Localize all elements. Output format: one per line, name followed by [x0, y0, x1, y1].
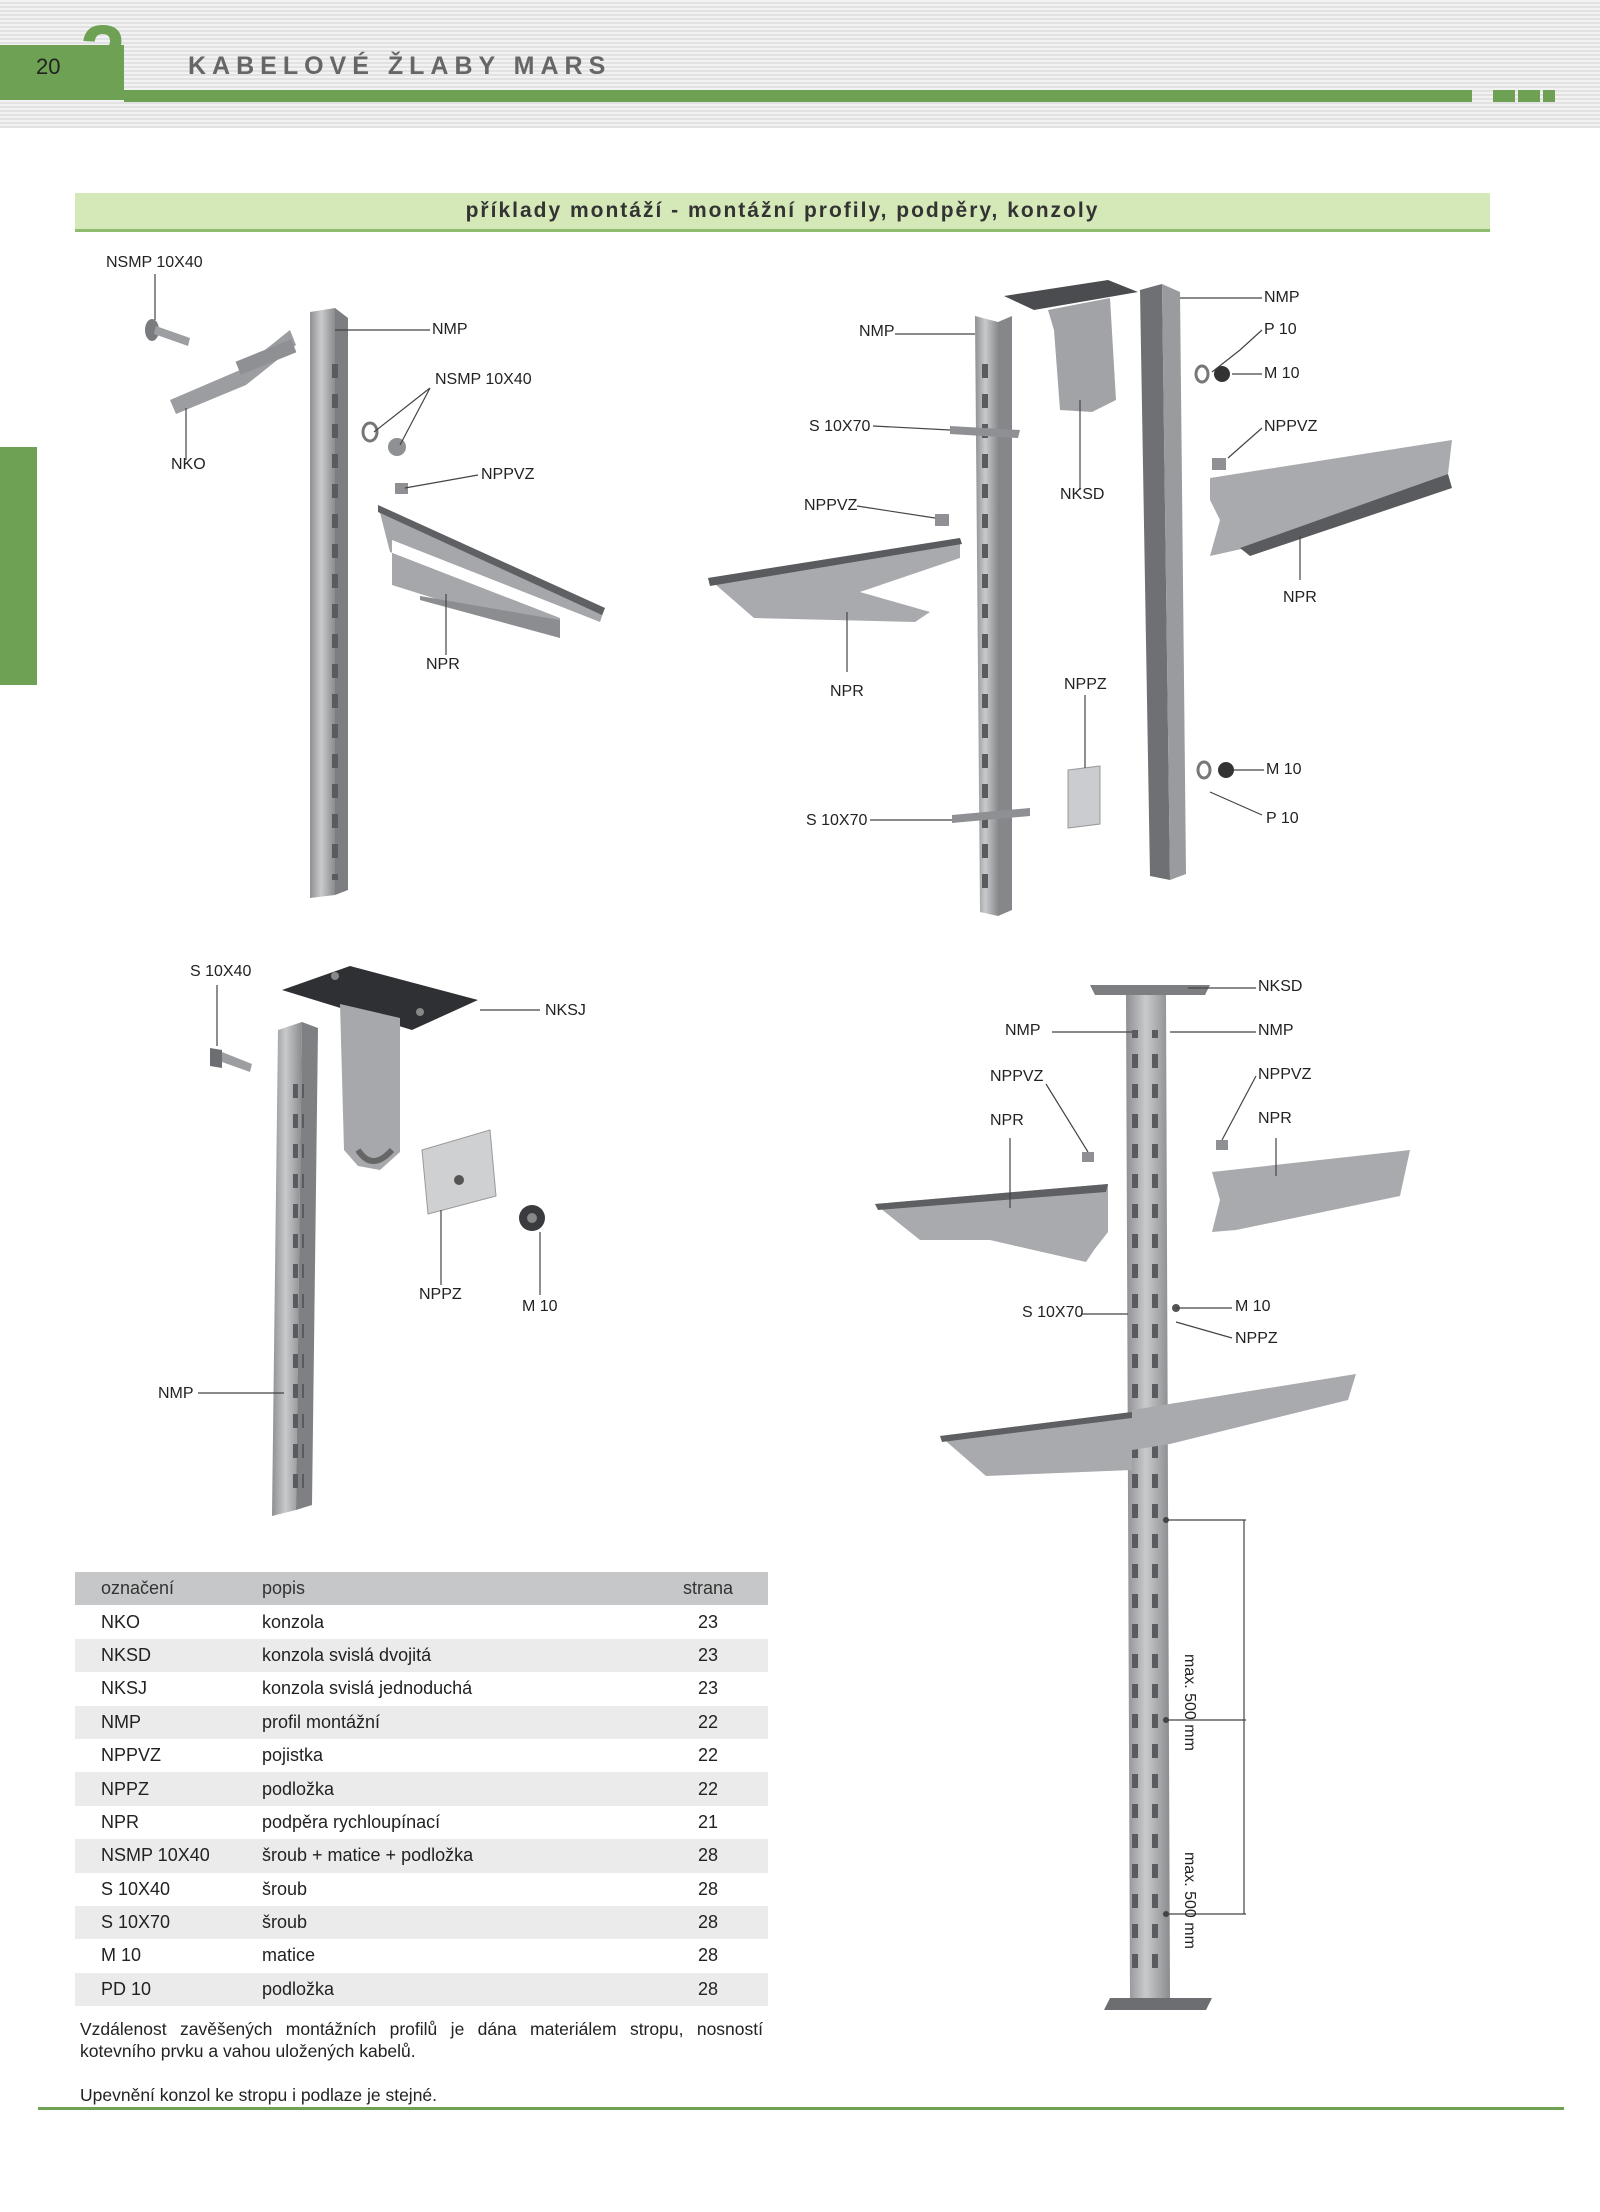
npr-upper-right [1212, 1150, 1410, 1232]
nmp-profile-slots [293, 1070, 304, 1490]
cell-page: 28 [648, 1873, 768, 1906]
cell-page: 28 [648, 1906, 768, 1939]
label-d2-npr-right: NPR [1283, 589, 1317, 606]
label-d2-nppz: NPPZ [1064, 676, 1107, 693]
cell-code: NKSJ [75, 1672, 236, 1705]
cell-desc: konzola [236, 1605, 648, 1638]
cell-page: 23 [648, 1605, 768, 1638]
header-popis: popis [236, 1572, 648, 1605]
table-row [75, 1706, 768, 1739]
cell-code: NPPZ [75, 1772, 236, 1805]
label-d4-nppz: NPPZ [1235, 1330, 1278, 1347]
cell-page: 22 [648, 1739, 768, 1772]
label-d3-nppz: NPPZ [419, 1286, 462, 1303]
cell-desc: profil montážní [236, 1706, 648, 1739]
nksd-top-plate [1004, 280, 1138, 310]
label-d2-nmp-left: NMP [859, 323, 895, 340]
cell-desc: konzola svislá jednoduchá [236, 1672, 648, 1705]
cell-page: 28 [648, 1839, 768, 1872]
label-d4-npr-right: NPR [1258, 1110, 1292, 1127]
label-d4-nppvz-left: NPPVZ [990, 1068, 1044, 1085]
nmp-column-slots-left [1132, 1030, 1142, 1980]
diagram-1-wall-mount [145, 308, 605, 898]
cell-desc: pojistka [236, 1739, 648, 1772]
table-row [75, 1973, 768, 2006]
cell-page: 21 [648, 1806, 768, 1839]
floor-base-plate [1104, 1998, 1212, 2010]
label-dim-lower: max. 500 mm [1181, 1852, 1198, 1949]
label-d3-m10: M 10 [522, 1298, 558, 1315]
nko-bracket [170, 330, 296, 414]
header-oznaceni: označení [75, 1572, 236, 1605]
table-row [75, 1639, 768, 1672]
cell-desc: podpěra rychloupínací [236, 1806, 648, 1839]
nsmp-bolt-shank [154, 326, 190, 346]
cell-page: 28 [648, 1973, 768, 2006]
label-d4-nksd: NKSD [1258, 978, 1303, 995]
cell-desc: šroub [236, 1873, 648, 1906]
nppz-plate [1068, 766, 1100, 828]
label-nko: NKO [171, 456, 206, 473]
label-nsmp-mid: NSMP 10X40 [435, 371, 532, 388]
cell-code: NPPVZ [75, 1739, 236, 1772]
nmp-column-slots-right [1152, 1030, 1162, 1980]
nppz-plate [422, 1130, 496, 1214]
label-d4-nmp-left: NMP [1005, 1022, 1041, 1039]
table-row [75, 1772, 768, 1805]
cell-code: NSMP 10X40 [75, 1839, 236, 1872]
s10x40-bolt-shank [222, 1052, 252, 1072]
nut [388, 438, 406, 456]
cell-code: NMP [75, 1706, 236, 1739]
label-d3-nksj: NKSJ [545, 1002, 586, 1019]
label-d4-nmp-right: NMP [1258, 1022, 1294, 1039]
table-row [75, 1873, 768, 1906]
label-d4-s10x70: S 10X70 [1022, 1304, 1084, 1321]
cell-code: M 10 [75, 1939, 236, 1972]
label-nmp: NMP [432, 321, 468, 338]
nppvz-right-clip [1212, 458, 1226, 470]
header-strana: strana [648, 1572, 768, 1605]
table-row [75, 1906, 768, 1939]
table-row [75, 1672, 768, 1705]
nko-bracket-slot-plate [236, 339, 297, 374]
label-d2-s10x70-top: S 10X70 [809, 418, 871, 435]
table-row [75, 1605, 768, 1638]
label-d4-nppvz-right: NPPVZ [1258, 1066, 1312, 1083]
cell-code: NPR [75, 1806, 236, 1839]
label-d2-m10-top: M 10 [1264, 365, 1300, 382]
note-distance: Vzdálenost zavěšených montážních profilů je dána materiálem stropu, nosností kotevního prvku a vahou uložených kabelů. [80, 2019, 763, 2061]
label-nsmp-top: NSMP 10X40 [106, 254, 203, 271]
page-number: 20 [36, 54, 61, 79]
parts-table [75, 1572, 768, 2006]
cell-desc: podložka [236, 1772, 648, 1805]
washer-bottom [1198, 762, 1210, 778]
label-d2-s10x70-bottom: S 10X70 [806, 812, 868, 829]
label-d4-npr-left: NPR [990, 1112, 1024, 1129]
diagram-4-floor-mount [875, 985, 1410, 2010]
note-mounting: Upevnění konzol ke stropu i podlaze je stejné. [80, 2085, 438, 2105]
nppvz-clip [395, 483, 408, 494]
cell-desc: matice [236, 1939, 648, 1972]
diagram-3-single-hanger [210, 966, 545, 1516]
label-d2-npr-left: NPR [830, 683, 864, 700]
label-d3-nmp: NMP [158, 1385, 194, 1402]
chapter-number: 2 [80, 9, 126, 100]
cell-code: S 10X40 [75, 1873, 236, 1906]
nksd-hanger [1048, 298, 1116, 412]
label-d2-m10-bottom: M 10 [1266, 761, 1302, 778]
table-row [75, 1739, 768, 1772]
nppvz-left [1082, 1152, 1094, 1162]
washer-top [1196, 366, 1208, 382]
cell-code: S 10X70 [75, 1906, 236, 1939]
cell-desc: šroub [236, 1906, 648, 1939]
label-d3-s10x40: S 10X40 [190, 963, 252, 980]
table-row [75, 1939, 768, 1972]
table-row [75, 1806, 768, 1839]
cell-desc: šroub + matice + podložka [236, 1839, 648, 1872]
cell-page: 23 [648, 1672, 768, 1705]
label-d2-p10-bottom: P 10 [1266, 810, 1299, 827]
cell-page: 22 [648, 1706, 768, 1739]
label-d2-nksd: NKSD [1060, 486, 1105, 503]
chapter-title: KABELOVÉ ŽLABY MARS [188, 52, 612, 80]
label-d4-m10: M 10 [1235, 1298, 1271, 1315]
nksd-top-plate [1090, 985, 1210, 995]
cell-code: PD 10 [75, 1973, 236, 2006]
label-nppvz: NPPVZ [481, 466, 535, 483]
cell-code: NKO [75, 1605, 236, 1638]
s10x40-bolt-head [210, 1048, 222, 1068]
label-d2-nppvz-right: NPPVZ [1264, 418, 1318, 435]
nksj-hanger [340, 1004, 400, 1170]
label-d2-nppvz-left: NPPVZ [804, 497, 858, 514]
cell-desc: podložka [236, 1973, 648, 2006]
cell-page: 28 [648, 1939, 768, 1972]
section-title: příklady montáží - montážní profily, podpěry, konzoly [465, 199, 1100, 222]
table-row [75, 1839, 768, 1872]
nut-bottom [1218, 762, 1234, 778]
label-dim-upper: max. 500 mm [1181, 1654, 1198, 1751]
cell-desc: konzola svislá dvojitá [236, 1639, 648, 1672]
mounting-profile [310, 308, 335, 898]
nmp-profile-left-side [998, 316, 1012, 916]
cell-code: NKSD [75, 1639, 236, 1672]
table-header-row [75, 1572, 768, 1605]
profile-slots [332, 360, 342, 880]
label-d2-p10-top: P 10 [1264, 321, 1297, 338]
cell-page: 23 [648, 1639, 768, 1672]
label-d2-nmp-right: NMP [1264, 289, 1300, 306]
footer-rule [38, 2107, 1564, 2110]
nppvz-right [1216, 1140, 1228, 1150]
label-npr: NPR [426, 656, 460, 673]
cell-page: 22 [648, 1772, 768, 1805]
nppvz-left-clip [935, 514, 949, 526]
dimension-lines [1163, 1517, 1246, 1917]
